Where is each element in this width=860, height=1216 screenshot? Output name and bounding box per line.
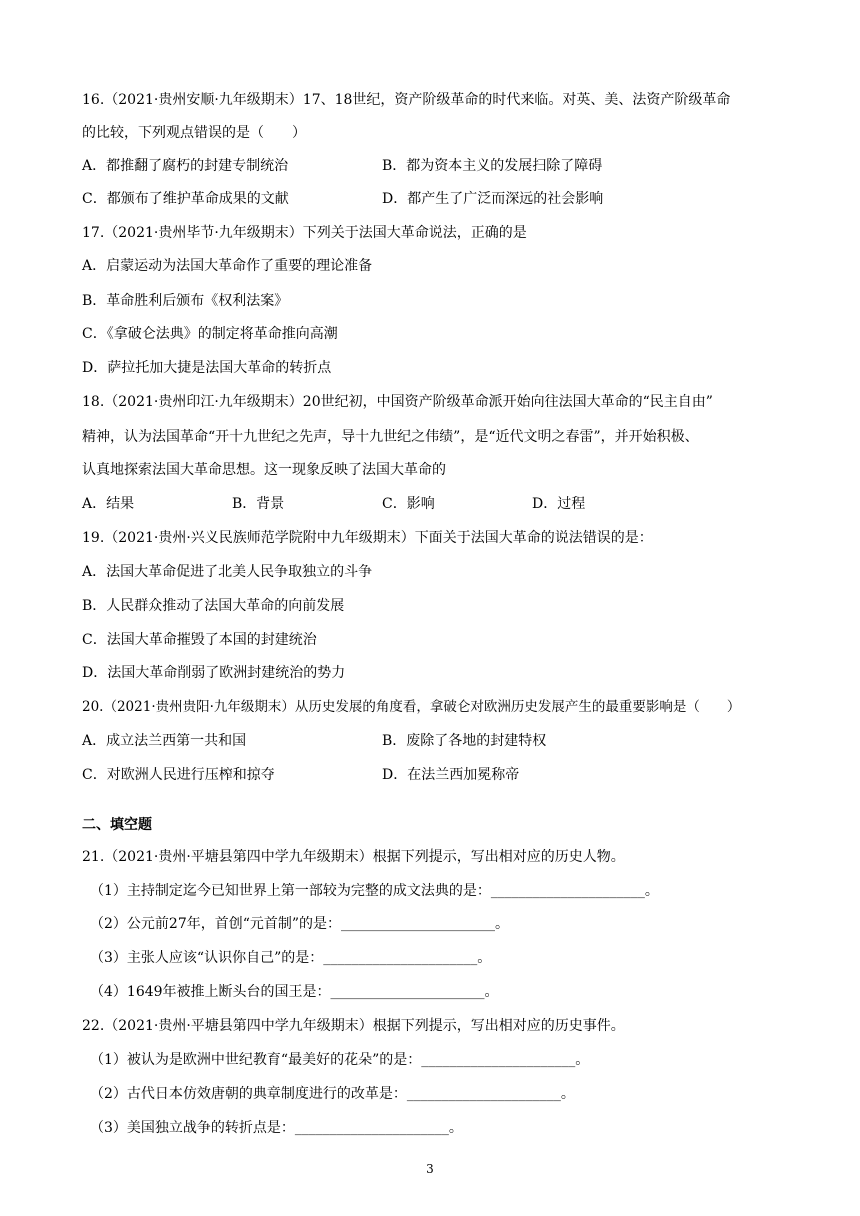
q20-stem: 20.（2021·贵州贵阳·九年级期末）从历史发展的角度看，拿破仑对欧洲历史发展产生的最重要影响是（ ） [82, 699, 741, 715]
q21-sub4: （4）1649年被推上断头台的国王是：______________________。 [90, 984, 499, 1000]
q18-option-b: B．背景 [232, 496, 285, 512]
q17-option-b: B．革命胜利后颁布《权利法案》 [82, 293, 289, 309]
q20-option-d: D．在法兰西加冕称帝 [382, 767, 520, 783]
q16-stem-line2: 的比较，下列观点错误的是（ ） [82, 125, 306, 141]
section-heading-fill-in: 二、填空题 [82, 817, 152, 833]
q18-option-a: A．结果 [82, 496, 135, 512]
q18-option-d: D．过程 [532, 496, 586, 512]
q16-option-c: C．都颁布了维护革命成果的文献 [82, 191, 289, 207]
q19-option-b: B．人民群众推动了法国大革命的向前发展 [82, 598, 345, 614]
q22-stem: 22.（2021·贵州·平塘县第四中学九年级期末）根据下列提示，写出相对应的历史事件。 [82, 1018, 625, 1034]
q17-option-d: D．萨拉托加大捷是法国大革命的转折点 [82, 360, 332, 376]
q20-option-a: A．成立法兰西第一共和国 [82, 733, 247, 749]
q16-stem-line1: 16.（2021·贵州安顺·九年级期末）17、18世纪，资产阶级革命的时代来临。对英、美、法资产阶级革命 [82, 92, 731, 108]
q22-sub2: （2）古代日本仿效唐朝的典章制度进行的改革是：______________________。 [90, 1086, 575, 1102]
q17-stem: 17.（2021·贵州毕节·九年级期末）下列关于法国大革命说法，正确的是 [82, 225, 527, 241]
q21-sub2: （2）公元前27年，首创“元首制”的是：______________________。 [90, 916, 510, 932]
q20-option-c: C．对欧洲人民进行压榨和掠夺 [82, 767, 275, 783]
page-number: 3 [426, 1162, 434, 1176]
q19-option-a: A．法国大革命促进了北美人民争取独立的斗争 [82, 564, 373, 580]
q18-option-c: C．影响 [382, 496, 435, 512]
q16-option-b: B．都为资本主义的发展扫除了障碍 [382, 158, 603, 174]
q18-stem-line2: 精神，认为法国革命“开十九世纪之先声，导十九世纪之伟绩”，是“近代文明之春雷”，并开始积极、 [82, 429, 699, 445]
q18-stem-line3: 认真地探索法国大革命思想。这一现象反映了法国大革命的 [82, 462, 446, 478]
q19-option-d: D．法国大革命削弱了欧洲封建统治的势力 [82, 665, 346, 681]
q16-option-a: A．都推翻了腐朽的封建专制统治 [82, 158, 289, 174]
q16-option-d: D．都产生了广泛而深远的社会影响 [382, 191, 604, 207]
q21-stem: 21.（2021·贵州·平塘县第四中学九年级期末）根据下列提示，写出相对应的历史人物。 [82, 849, 625, 865]
q19-stem: 19.（2021·贵州·兴义民族师范学院附中九年级期末）下面关于法国大革命的说法错误的是： [82, 530, 653, 546]
q17-option-a: A．启蒙运动为法国大革命作了重要的理论准备 [82, 258, 373, 274]
q22-sub1: （1）被认为是欧洲中世纪教育“最美好的花朵”的是：______________________。 [90, 1052, 590, 1068]
q17-option-c: C．《拿破仑法典》的制定将革命推向高潮 [82, 326, 338, 342]
q19-option-c: C．法国大革命摧毁了本国的封建统治 [82, 632, 317, 648]
q22-sub3: （3）美国独立战争的转折点是：______________________。 [90, 1120, 463, 1136]
q18-stem-line1: 18.（2021·贵州印江·九年级期末）20世纪初，中国资产阶级革命派开始向往法国大革命的“民主自由” [82, 394, 713, 410]
q21-sub1: （1）主持制定迄今已知世界上第一部较为完整的成文法典的是：______________________。 [90, 883, 659, 899]
q20-option-b: B．废除了各地的封建特权 [382, 733, 547, 749]
q21-sub3: （3）主张人应该“认识你自己”的是：______________________。 [90, 950, 492, 966]
